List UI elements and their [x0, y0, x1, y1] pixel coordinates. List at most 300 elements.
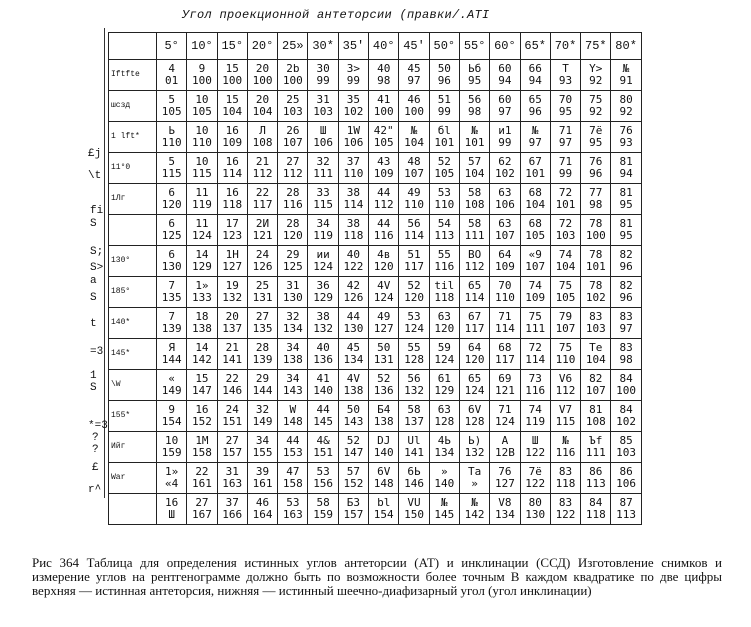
- table-cell: [278, 494, 308, 525]
- antetorsion-value: 31: [286, 279, 300, 292]
- antetorsion-value: 73: [528, 372, 542, 385]
- row-label: [109, 494, 157, 525]
- antetorsion-value: 69: [498, 372, 512, 385]
- inclination-value: 112: [464, 260, 485, 273]
- table-cell: [550, 494, 580, 525]
- inclination-value: 154: [373, 508, 394, 521]
- inclination-value: 92: [589, 74, 603, 87]
- table-cell: [520, 122, 550, 153]
- antetorsion-value: 6: [168, 217, 175, 230]
- table-cell: [157, 432, 187, 463]
- table-cell: [490, 60, 520, 91]
- antetorsion-value: 42: [346, 279, 361, 292]
- antetorsion-value: 50: [346, 403, 361, 416]
- antetorsion-value: №: [471, 496, 478, 509]
- column-header: 45': [399, 33, 429, 60]
- table-cell: [611, 153, 641, 184]
- antetorsion-value: 34: [255, 434, 270, 447]
- inclination-value: 95: [589, 136, 603, 149]
- table-cell: [429, 91, 459, 122]
- inclination-value: 114: [464, 291, 485, 304]
- antetorsion-value: 65: [528, 93, 542, 106]
- inclination-value: 126: [252, 260, 273, 273]
- antetorsion-value: 78: [589, 279, 603, 292]
- inclination-value: 92: [589, 105, 603, 118]
- antetorsion-value: 4в: [377, 248, 391, 261]
- row-label: 1 lft*: [109, 122, 157, 153]
- table-cell: [520, 494, 550, 525]
- antetorsion-value: 58: [407, 403, 421, 416]
- inclination-value: 166: [222, 508, 243, 521]
- antetorsion-value: 68: [498, 341, 512, 354]
- inclination-value: 148: [282, 415, 303, 428]
- inclination-value: 99: [437, 105, 451, 118]
- antetorsion-value: 75: [558, 341, 573, 354]
- table-cell: [520, 432, 550, 463]
- inclination-value: 157: [343, 508, 364, 521]
- inclination-value: 128: [434, 415, 455, 428]
- inclination-value: 114: [404, 229, 424, 242]
- antetorsion-value: 21: [255, 155, 270, 168]
- margin-glyph: =3: [90, 346, 104, 358]
- table-cell: [157, 60, 187, 91]
- column-header: 40°: [369, 33, 399, 60]
- inclination-value: 132: [313, 322, 334, 335]
- antetorsion-value: №: [622, 62, 630, 75]
- table-cell: [581, 60, 611, 91]
- table-cell: [581, 308, 611, 339]
- inclination-value: 101: [555, 198, 576, 211]
- antetorsion-value: 10: [195, 93, 209, 106]
- inclination-value: 111: [525, 322, 546, 335]
- antetorsion-value: 40: [316, 341, 330, 354]
- antetorsion-value: 86: [589, 465, 603, 478]
- inclination-value: 125: [161, 229, 182, 242]
- table-cell: [217, 401, 247, 432]
- table-cell: [399, 370, 429, 401]
- inclination-value: 113: [434, 229, 455, 242]
- antetorsion-value: Ъf: [589, 434, 603, 447]
- table-cell: [581, 215, 611, 246]
- inclination-value: 119: [525, 415, 546, 428]
- inclination-value: 139: [161, 322, 182, 335]
- table-cell: [459, 122, 489, 153]
- inclination-value: 107: [585, 384, 606, 397]
- table-cell: [217, 308, 247, 339]
- inclination-value: 104: [585, 353, 606, 366]
- antetorsion-value: 4V: [377, 279, 391, 292]
- table-cell: [550, 91, 580, 122]
- antetorsion-value: 50: [437, 62, 451, 75]
- table-cell: [581, 153, 611, 184]
- antetorsion-value: Т: [562, 62, 569, 75]
- inclination-value: 146: [222, 384, 243, 397]
- antetorsion-value: А: [501, 434, 509, 447]
- antetorsion-value: 17: [225, 217, 239, 230]
- table-cell: [581, 184, 611, 215]
- inclination-value: 122: [343, 260, 364, 273]
- table-cell: [611, 277, 641, 308]
- inclination-value: 124: [192, 229, 212, 242]
- table-cell: [459, 401, 489, 432]
- antetorsion-value: 46: [255, 496, 270, 509]
- table-cell: [581, 91, 611, 122]
- antetorsion-value: 81: [589, 403, 603, 416]
- inclination-value: 100: [616, 384, 637, 397]
- inclination-value: 102: [616, 415, 637, 428]
- table-cell: [157, 246, 187, 277]
- inclination-value: 130: [282, 291, 303, 304]
- inclination-value: 108: [252, 136, 273, 149]
- table-cell: [369, 494, 399, 525]
- inclination-value: 97: [528, 136, 542, 149]
- table-cell: [369, 432, 399, 463]
- table-cell: [247, 370, 277, 401]
- table-cell: [611, 91, 641, 122]
- table-cell: [247, 215, 277, 246]
- antetorsion-value: 70: [498, 279, 512, 292]
- table-cell: [157, 184, 187, 215]
- antetorsion-value: 22: [225, 372, 239, 385]
- inclination-value: 107: [494, 229, 515, 242]
- inclination-value: 129: [192, 260, 212, 273]
- inclination-value: 110: [161, 136, 182, 149]
- table-cell: [611, 215, 641, 246]
- table-body: [109, 60, 642, 525]
- table-cell: [187, 432, 217, 463]
- table-cell: [187, 91, 217, 122]
- inclination-value: 124: [313, 260, 334, 273]
- table-cell: [247, 494, 277, 525]
- table-cell: [308, 246, 338, 277]
- antetorsion-value: 1Н: [225, 248, 239, 261]
- antetorsion-value: 38: [346, 217, 361, 230]
- inclination-value: 117: [494, 353, 515, 366]
- inclination-value: 135: [161, 291, 182, 304]
- inclination-value: 97: [558, 136, 573, 149]
- antetorsion-value: 10: [165, 434, 179, 447]
- antetorsion-value: 7ё: [528, 465, 542, 478]
- table-cell: [187, 370, 217, 401]
- antetorsion-value: 27: [286, 155, 300, 168]
- antetorsion-value: 74: [528, 403, 542, 416]
- antetorsion-value: 55: [407, 341, 421, 354]
- antetorsion-value: 75: [528, 310, 542, 323]
- antetorsion-value: №: [531, 124, 539, 137]
- table-cell: [429, 370, 459, 401]
- antetorsion-value: DЈ: [377, 434, 391, 447]
- inclination-value: 93: [558, 74, 573, 87]
- table-cell: [217, 432, 247, 463]
- column-header: 50°: [429, 33, 459, 60]
- antetorsion-value: 84: [619, 403, 633, 416]
- antetorsion-value: 11: [195, 217, 209, 230]
- antetorsion-value: 83: [558, 496, 573, 509]
- antetorsion-table: [108, 32, 642, 525]
- table-cell: [550, 184, 580, 215]
- antetorsion-value: 16: [225, 124, 239, 137]
- table-cell: [399, 463, 429, 494]
- antetorsion-value: »: [441, 465, 448, 478]
- table-cell: [520, 370, 550, 401]
- antetorsion-value: 83: [558, 465, 573, 478]
- inclination-value: 137: [404, 415, 424, 428]
- table-cell: [550, 215, 580, 246]
- antetorsion-value: 16: [165, 496, 179, 509]
- table-cell: [520, 215, 550, 246]
- antetorsion-value: 53: [316, 465, 330, 478]
- table-cell: [399, 60, 429, 91]
- inclination-value: 132: [464, 446, 485, 459]
- table-cell: [581, 246, 611, 277]
- antetorsion-value: 29: [286, 248, 300, 261]
- inclination-value: 109: [494, 260, 515, 273]
- table-cell: [247, 122, 277, 153]
- inclination-value: 114: [343, 198, 364, 211]
- inclination-value: 150: [404, 508, 424, 521]
- antetorsion-value: 66: [528, 62, 542, 75]
- row-label: 155*: [109, 401, 157, 432]
- antetorsion-value: Б3: [346, 496, 361, 509]
- antetorsion-value: 20: [255, 93, 270, 106]
- antetorsion-value: 81: [619, 217, 633, 230]
- antetorsion-value: 34: [286, 341, 300, 354]
- inclination-value: 121: [252, 229, 273, 242]
- table-cell: [217, 246, 247, 277]
- margin-glyph: \t: [88, 170, 102, 182]
- table-cell: [581, 339, 611, 370]
- inclination-value: 138: [343, 384, 364, 397]
- inclination-value: 96: [437, 74, 451, 87]
- inclination-value: 107: [282, 136, 303, 149]
- antetorsion-value: 15: [195, 372, 209, 385]
- antetorsion-value: 4&: [316, 434, 330, 447]
- table-cell: [399, 122, 429, 153]
- table-cell: [581, 463, 611, 494]
- table-cell: [308, 122, 338, 153]
- antetorsion-value: 4: [168, 62, 175, 75]
- antetorsion-value: 80: [528, 496, 542, 509]
- table-cell: [550, 463, 580, 494]
- antetorsion-value: 31: [225, 465, 239, 478]
- inclination-value: 95: [619, 229, 633, 242]
- antetorsion-value: 38: [346, 186, 361, 199]
- table-cell: [581, 277, 611, 308]
- inclination-value: 99: [316, 74, 330, 87]
- inclination-value: 116: [434, 260, 455, 273]
- table-cell: [278, 308, 308, 339]
- table-cell: [308, 401, 338, 432]
- table-cell: [550, 153, 580, 184]
- inclination-value: 124: [434, 353, 455, 366]
- table-cell: [520, 91, 550, 122]
- table-cell: [187, 463, 217, 494]
- table-cell: [611, 184, 641, 215]
- inclination-value: 96: [528, 105, 542, 118]
- inclination-value: 103: [616, 446, 637, 459]
- inclination-value: 95: [467, 74, 482, 87]
- table-cell: [157, 370, 187, 401]
- inclination-value: 120: [464, 353, 485, 366]
- inclination-value: 119: [192, 198, 212, 211]
- antetorsion-value: 37: [225, 496, 239, 509]
- inclination-value: 115: [555, 415, 576, 428]
- antetorsion-value: 19: [225, 279, 239, 292]
- column-header: 10°: [187, 33, 217, 60]
- table-cell: [157, 401, 187, 432]
- table-cell: [429, 153, 459, 184]
- antetorsion-value: 9: [198, 62, 206, 75]
- margin-glyph: fi: [90, 205, 104, 217]
- table-cell: [490, 153, 520, 184]
- antetorsion-value: 71: [558, 124, 573, 137]
- antetorsion-value: 2И: [255, 217, 270, 230]
- table-cell: [308, 308, 338, 339]
- inclination-value: 148: [373, 477, 394, 490]
- inclination-value: 131: [373, 353, 394, 366]
- antetorsion-value: №: [410, 124, 418, 137]
- table-cell: [459, 277, 489, 308]
- table-cell: [338, 401, 368, 432]
- inclination-value: 163: [222, 477, 243, 490]
- antetorsion-value: 63: [437, 403, 451, 416]
- inclination-value: 116: [525, 384, 546, 397]
- antetorsion-value: 64: [498, 248, 512, 261]
- antetorsion-value: 31: [316, 93, 330, 106]
- antetorsion-value: 39: [255, 465, 270, 478]
- antetorsion-value: 83: [619, 310, 633, 323]
- inclination-value: 138: [282, 353, 303, 366]
- table-cell: [520, 339, 550, 370]
- antetorsion-value: 5: [168, 155, 175, 168]
- antetorsion-value: 76: [619, 124, 633, 137]
- antetorsion-value: и1: [498, 124, 512, 137]
- table-cell: [278, 339, 308, 370]
- table-cell: [611, 432, 641, 463]
- inclination-value: 127: [373, 322, 394, 335]
- row-label: War: [109, 463, 157, 494]
- table-cell: [520, 277, 550, 308]
- antetorsion-value: 18: [195, 310, 209, 323]
- margin-glyph: r^: [88, 484, 102, 496]
- inclination-value: 109: [525, 291, 546, 304]
- inclination-value: 118: [434, 291, 455, 304]
- margin-glyph: *=3: [88, 420, 108, 432]
- antetorsion-value: №: [471, 124, 478, 137]
- table-cell: [399, 401, 429, 432]
- inclination-value: 98: [619, 353, 633, 366]
- table-cell: [187, 60, 217, 91]
- inclination-value: 120: [282, 229, 303, 242]
- table-cell: [278, 122, 308, 153]
- inclination-value: 105: [555, 291, 576, 304]
- antetorsion-value: 41: [377, 93, 391, 106]
- inclination-value: 92: [619, 105, 633, 118]
- inclination-value: 143: [343, 415, 364, 428]
- antetorsion-value: 2b: [286, 62, 300, 75]
- inclination-value: 151: [222, 415, 243, 428]
- row-label: 145*: [109, 339, 157, 370]
- antetorsion-value: 46: [407, 93, 421, 106]
- antetorsion-value: 82: [619, 279, 633, 292]
- column-header: 55°: [459, 33, 489, 60]
- column-header: 20°: [247, 33, 277, 60]
- antetorsion-value: 79: [558, 310, 573, 323]
- antetorsion-value: 77: [589, 186, 603, 199]
- table-cell: [550, 122, 580, 153]
- antetorsion-value: 32: [255, 403, 270, 416]
- inclination-value: 98: [467, 105, 482, 118]
- inclination-value: 107: [404, 167, 424, 180]
- antetorsion-value: Б4: [377, 403, 391, 416]
- antetorsion-value: 14: [195, 248, 209, 261]
- inclination-value: 159: [161, 446, 182, 459]
- table-cell: [157, 463, 187, 494]
- inclination-value: 103: [282, 105, 303, 118]
- inclination-value: 156: [313, 477, 334, 490]
- antetorsion-value: 56: [467, 93, 482, 106]
- table-row: [109, 494, 642, 525]
- inclination-value: 144: [161, 353, 182, 366]
- inclination-value: 115: [313, 198, 334, 211]
- inclination-value: 153: [282, 446, 303, 459]
- table-cell: [338, 91, 368, 122]
- margin-glyph: t: [90, 318, 97, 330]
- inclination-value: 100: [585, 229, 606, 242]
- antetorsion-value: 6V: [377, 465, 391, 478]
- antetorsion-value: 72: [558, 217, 573, 230]
- table-cell: [459, 432, 489, 463]
- table-row: [109, 184, 642, 215]
- antetorsion-value: 67: [528, 155, 542, 168]
- antetorsion-value: 70: [558, 93, 573, 106]
- table-cell: [247, 432, 277, 463]
- antetorsion-value: 49: [407, 186, 421, 199]
- table-cell: [247, 277, 277, 308]
- table-cell: [459, 60, 489, 91]
- inclination-value: 138: [192, 322, 212, 335]
- table-cell: [278, 246, 308, 277]
- table-cell: [278, 215, 308, 246]
- antetorsion-value: V8: [498, 496, 512, 509]
- inclination-value: 110: [494, 291, 515, 304]
- inclination-value: 109: [373, 167, 394, 180]
- table-cell: [490, 184, 520, 215]
- table-cell: [338, 370, 368, 401]
- table-cell: [217, 91, 247, 122]
- antetorsion-value: 44: [377, 186, 391, 199]
- inclination-value: 118: [585, 508, 606, 521]
- inclination-value: 122: [525, 477, 546, 490]
- inclination-value: 147: [343, 446, 364, 459]
- inclination-value: 149: [252, 415, 273, 428]
- antetorsion-value: 27: [225, 434, 239, 447]
- table-cell: [399, 339, 429, 370]
- table-cell: [278, 60, 308, 91]
- antetorsion-value: 40: [377, 62, 391, 75]
- table-cell: [581, 401, 611, 432]
- table-cell: [459, 463, 489, 494]
- table-cell: [217, 153, 247, 184]
- table-cell: [459, 370, 489, 401]
- inclination-value: 112: [252, 167, 273, 180]
- inclination-value: 120: [404, 291, 424, 304]
- inclination-value: 112: [555, 384, 576, 397]
- inclination-value: 111: [585, 446, 606, 459]
- table-cell: [187, 153, 217, 184]
- row-label: \W: [109, 370, 157, 401]
- table-row: [109, 91, 642, 122]
